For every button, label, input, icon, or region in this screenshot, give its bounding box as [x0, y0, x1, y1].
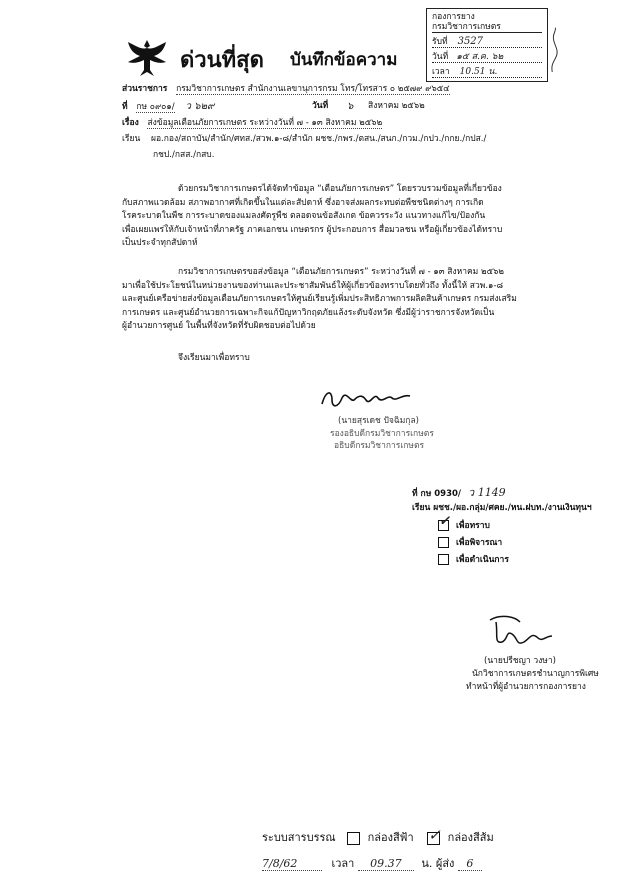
routing-option[interactable]: ✓ เพื่อทราบ — [439, 514, 490, 531]
body-paragraph-1 — [122, 183, 522, 251]
stamp-line1: กองการยาง — [432, 12, 475, 22]
stamp-time-value: 10.51 น. — [459, 67, 498, 77]
opt-orange-box: กล่องสีส้ม — [447, 831, 494, 844]
checkbox[interactable] — [438, 537, 449, 548]
to-label: เรียน — [122, 134, 141, 144]
para1-line: โรคระบาดในพืช การระบาดของแมลงศัตรูพืช ตลอดจนข้อสังเกต ข้อควรระวัง แนวทางแก้ไข/ป้องกัน — [122, 211, 486, 221]
dept-label: ส่วนราชการ — [122, 84, 168, 94]
stamp-time: เวลา 10.51 น. — [432, 63, 542, 78]
body-paragraph-2 — [122, 266, 522, 334]
footer-sender-label: น. ผู้ส่ง — [421, 857, 455, 870]
stamp-recv: รับที่ 3527 — [432, 33, 542, 48]
signature-1-title2: อธิบดีกรมวิชาการเกษตร — [334, 441, 425, 451]
checkbox[interactable] — [438, 554, 449, 565]
field-to — [122, 134, 486, 145]
stamp-date-value: ๑๕ ส.ค. ๖๒ — [456, 52, 504, 62]
stamp-recv-no: 3527 — [457, 36, 484, 47]
opt-blue-box: กล่องสีฟ้า — [367, 831, 414, 844]
date-label: วันที่ — [312, 101, 329, 111]
receipt-stamp — [426, 8, 548, 82]
para2-line: กรมวิชาการเกษตรขอส่งข้อมูล “เตือนภัยการเกษตร” ระหว่างวันที่ ๗ - ๑๓ สิงหาคม ๒๕๖๒ — [178, 267, 505, 277]
para2-line: การเกษตร และศูนย์อำนวยการเฉพาะกิจแก้ปัญหาวิกฤตภัยแล้งระดับจังหวัด ซึ่งมีผู้ว่าราชการจังหวัดเป็น — [122, 307, 495, 318]
footer-date-row — [262, 854, 482, 872]
to-line2: กชป./กสส./กสบ. — [153, 150, 215, 160]
field-ref — [122, 101, 532, 113]
routing-ref-no: ว 1149 — [468, 486, 506, 499]
para1-line: กับสภาพแวดล้อม สภาพอากาศที่เกิดขึ้นในแต่ละสัปดาห์ ซึ่งอาจส่งผลกระทบต่อพืชชนิดต่างๆ การเกิด — [122, 197, 484, 208]
para1-line: เป็นประจำทุกสัปดาห์ — [122, 238, 198, 248]
dept-value: กรมวิชาการเกษตร สำนักงานเลขานุการกรม โทร/โทรสาร ๐ ๒๕๗๙ ๙๖๕๔ — [176, 84, 450, 94]
routing-to: เรียน ผชช./ผอ.กลุ่ม/ศคย./หน.ฝบท./งานเงินทุนฯ — [412, 503, 592, 513]
para1-line: ด้วยกรมวิชาการเกษตรได้จัดทำข้อมูล “เตือนภัยการเกษตร” โดยรวบรวมข้อมูลที่เกี่ยวข้อง — [178, 184, 502, 194]
checkbox-orange-box[interactable]: ✓ — [428, 825, 441, 844]
para2-line: และศูนย์เครือข่ายส่งข้อมูลเตือนภัยการเกษตรให้ศูนย์เรียนรู้เพิ่มประสิทธิภาพการผลิตสินค้าเกษตร กรมส่งเสริม — [122, 294, 517, 304]
footer-time: 09.37 — [358, 857, 414, 871]
ref-no: ว ๖๒๙ — [185, 101, 215, 112]
routing-option[interactable]: เพื่อดำเนินการ — [438, 554, 509, 566]
stamp-date: วันที่ ๑๕ ส.ค. ๖๒ — [432, 48, 542, 63]
routing-option[interactable]: เพื่อพิจารณา — [438, 537, 502, 549]
memo-title: บันทึกข้อความ — [290, 50, 398, 70]
date-value: สิงหาคม ๒๕๖๒ — [368, 101, 425, 111]
stamp-line2: กรมวิชาการเกษตร — [432, 22, 542, 33]
subject-label: เรื่อง — [122, 118, 139, 128]
to-line1: ผอ.กอง/สถาบัน/สำนัก/ศทส./สวพ.๑-๘/สำนัก ผชช./กพร./ตสน./สนก./กวม./กปว./กกย./กปส./ — [150, 134, 487, 144]
ref-value: กษ ๐๙๐๑/ — [136, 102, 175, 112]
system-label: ระบบสารบรรณ — [262, 831, 336, 844]
signature-2-title1: นักวิชาการเกษตรชำนาญการพิเศษ — [472, 669, 599, 679]
urgent-title: ด่วนที่สุด — [180, 48, 264, 73]
field-subject — [122, 118, 382, 129]
footer-system-row — [262, 825, 494, 846]
footer-sender: 6 — [458, 857, 482, 871]
footer-time-label: เวลา — [331, 857, 355, 870]
checkbox-blue-box[interactable] — [347, 832, 360, 845]
para2-line: ผู้อำนวยการศูนย์ ในพื้นที่จังหวัดที่รับผิดชอบต่อไปด้วย — [122, 321, 316, 331]
subject-value: ส่งข้อมูลเตือนภัยการเกษตร ระหว่างวันที่ ๗ - ๑๓ สิงหาคม ๒๕๖๒ — [147, 118, 383, 128]
signature-1-name: (นายสุรเดช ปัจฉิมกุล) — [338, 416, 419, 426]
signature-1-title1: รองอธิบดีกรมวิชาการเกษตร — [330, 429, 434, 439]
checkbox[interactable]: ✓ — [439, 514, 450, 529]
closing-line: จึงเรียนมาเพื่อทราบ — [178, 353, 250, 363]
signature-1-scribble — [318, 384, 418, 412]
para1-line: เพื่อเผยแพร่ให้กับเจ้าหน้าที่ภาครัฐ ภาคเอกชน เกษตรกร ผู้ประกอบการ สื่อมวลชน หรือผู้เกี่ยวข้องได้ทราบ — [122, 224, 503, 235]
para2-line: มาเพื่อใช้ประโยชน์ในหน่วยงานของท่านและประชาสัมพันธ์ให้ผู้เกี่ยวข้องทราบโดยทั่วถึง ทั้งนี้ให้ สวพ.๑-๘ — [122, 280, 504, 291]
date-day: ๖ — [347, 101, 354, 112]
signature-2-scribble — [484, 612, 564, 652]
garuda-emblem — [122, 36, 172, 80]
signature-2-name: (นายปรีชญา วงษา) — [484, 656, 556, 666]
routing-ref: ที่ กษ 0930/ ว 1149 — [412, 486, 506, 499]
signature-2-title2: ทำหน้าที่ผู้อำนวยการกองการยาง — [466, 682, 586, 692]
field-dept — [122, 84, 450, 95]
ref-label: ที่ — [122, 102, 128, 112]
footer-date: 7/8/62 — [262, 857, 322, 871]
